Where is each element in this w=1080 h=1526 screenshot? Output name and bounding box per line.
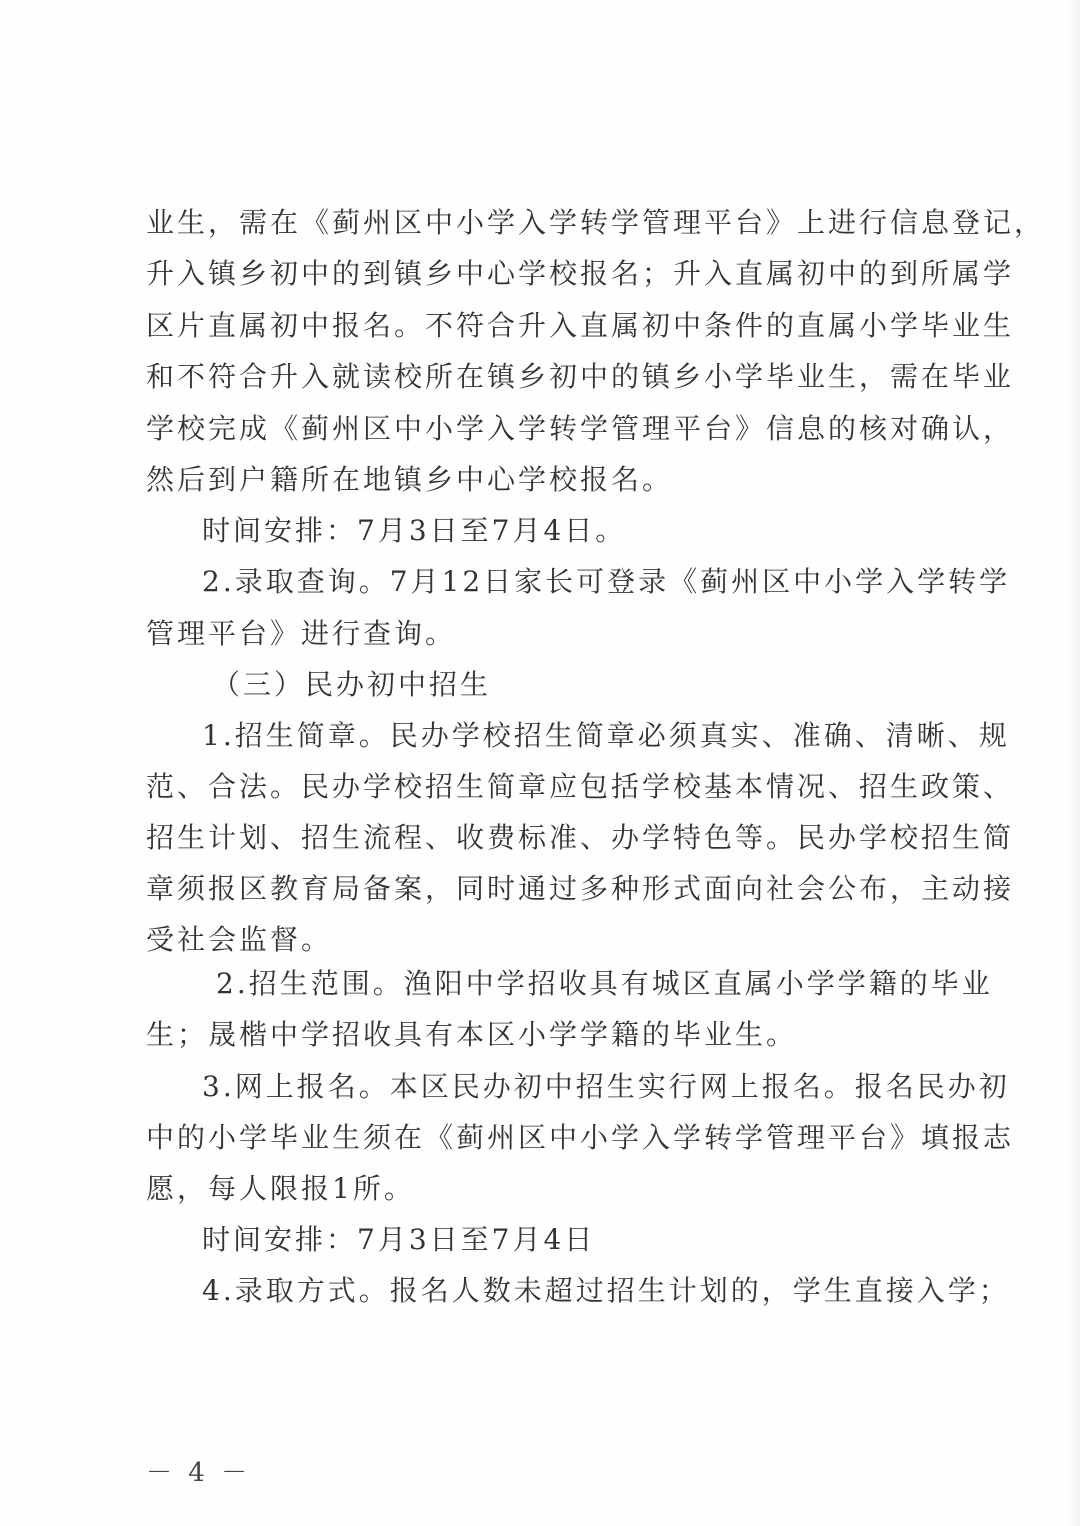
text-line: 2.招生范围。渔阳中学招收具有城区直属小学学籍的毕业 — [216, 967, 993, 1000]
schedule-line: 时间安排：7月3日至7月4日 — [202, 1223, 596, 1256]
text-line: 和不符合升入就读校所在镇乡初中的镇乡小学毕业生，需在毕业 — [146, 360, 1015, 393]
page-number: － 4 － — [146, 1458, 252, 1488]
text-line: 1.招生简章。民办学校招生简章必须真实、准确、清晰、规 — [202, 719, 1010, 752]
text-line: 范、合法。民办学校招生简章应包括学校基本情况、招生政策、 — [146, 770, 1015, 803]
section-heading: （三）民办初中招生 — [212, 668, 492, 701]
text-line: 中的小学毕业生须在《蓟州区中小学入学转学管理平台》填报志 — [146, 1121, 1015, 1154]
text-line: 区片直属初中报名。不符合升入直属初中条件的直属小学毕业生 — [146, 309, 1015, 342]
text-line: 业生，需在《蓟州区中小学入学转学管理平台》上进行信息登记， — [146, 206, 1046, 239]
text-line: 然后到户籍所在地镇乡中心学校报名。 — [146, 463, 674, 496]
schedule-line: 时间安排：7月3日至7月4日。 — [202, 514, 627, 547]
text-line: 学校完成《蓟州区中小学入学转学管理平台》信息的核对确认， — [146, 412, 1015, 445]
text-line: 愿，每人限报1所。 — [146, 1172, 415, 1205]
text-line: 管理平台》进行查询。 — [146, 617, 457, 650]
text-line: 3.网上报名。本区民办初中招生实行网上报名。报名民办初 — [202, 1070, 1010, 1103]
text-line: 升入镇乡初中的到镇乡中心学校报名；升入直属初中的到所属学 — [146, 257, 1015, 290]
scan-edge-shadow — [1066, 0, 1080, 1526]
text-line: 2.录取查询。7月12日家长可登录《蓟州区中小学入学转学 — [202, 565, 1011, 598]
text-line: 招生计划、招生流程、收费标准、办学特色等。民办学校招生简 — [146, 821, 1015, 854]
text-line: 生；晟楷中学招收具有本区小学学籍的毕业生。 — [146, 1018, 798, 1051]
text-line: 受社会监督。 — [146, 923, 333, 956]
text-line: 章须报区教育局备案，同时通过多种形式面向社会公布，主动接 — [146, 872, 1015, 905]
text-line: 4.录取方式。报名人数未超过招生计划的，学生直接入学； — [202, 1274, 1010, 1307]
